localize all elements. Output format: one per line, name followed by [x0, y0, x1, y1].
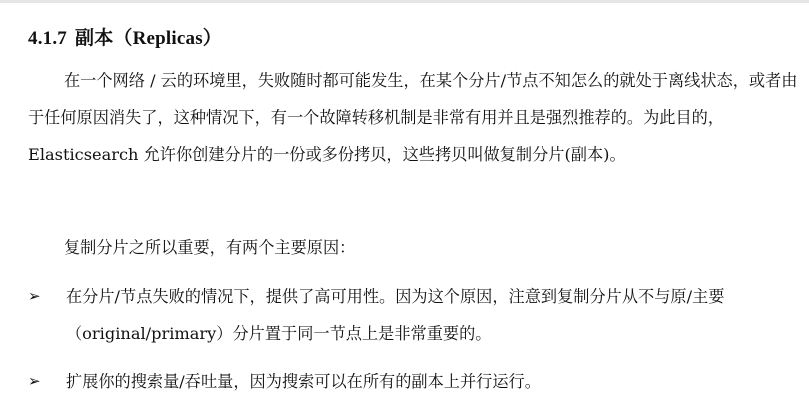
bullet-text: 在分片/节点失败的情况下，提供了高可用性。因为这个原因，注意到复制分片从不与原/主要（original/primary）分片置于同一节点上是非常重要的。 — [66, 287, 725, 343]
section-number: 4.1.7 — [28, 28, 67, 49]
top-divider — [0, 0, 809, 3]
section-title: 副本（Replicas） — [75, 28, 223, 49]
paragraph-failover: 在一个网络 / 云的环境里，失败随时都可能发生，在某个分片/节点不知怎么的就处于离线状态，或者由于任何原因消失了，这种情况下，有一个故障转移机制是非常有用并且是强烈推荐的。为此目的，Elasticsearch 允许你创建分片的一份或多份拷贝，这些拷贝叫做复制分片(副本)。 — [28, 71, 798, 164]
arrow-bullet-icon: ➢ — [28, 372, 41, 390]
bullet-text: 扩展你的搜索量/吞吐量，因为搜索可以在所有的副本上并行运行。 — [66, 372, 541, 391]
section-heading — [28, 23, 222, 50]
bullet-item-availability — [28, 278, 798, 352]
bullet-item-throughput — [28, 363, 798, 400]
arrow-bullet-icon: ➢ — [28, 287, 41, 305]
paragraph-reasons-intro: 复制分片之所以重要，有两个主要原因： — [64, 238, 356, 257]
